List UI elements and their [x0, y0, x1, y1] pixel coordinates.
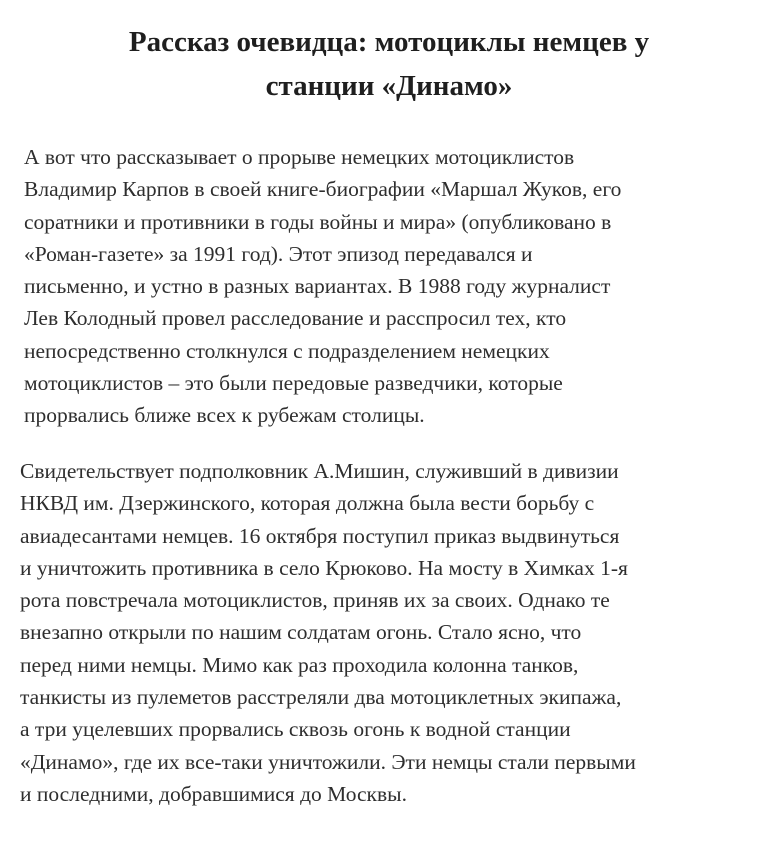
paragraph-line: прорвались ближе всех к рубежам столицы. [24, 403, 425, 428]
paragraph-line: письменно, и устно в разных вариантах. В 1988 году журналист [24, 274, 611, 299]
article-title-line: Рассказ очевидца: мотоциклы немцев у [128, 26, 650, 58]
paragraph-line: рота повстречала мотоциклистов, приняв их за своих. Однако те [20, 588, 610, 613]
paragraph-line: а три уцелевших прорвались сквозь огонь к водной станции [20, 717, 571, 742]
paragraph-line: авиадесантами немцев. 16 октября поступил приказ выдвинуться [20, 523, 620, 548]
paragraph-line: «Динамо», где их все-таки уничтожили. Эти немцы стали первыми [20, 749, 636, 774]
paragraph-line: «Роман-газете» за 1991 год). Этот эпизод передавался и [24, 241, 533, 266]
paragraph-line: Свидетельствует подполковник А.Мишин, служивший в дивизии [20, 459, 619, 483]
article-title [30, 20, 748, 108]
paragraph-line: внезапно открыли по нашим солдатам огонь. Стало ясно, что [20, 620, 582, 645]
paragraph-line: Владимир Карпов в своей книге-биографии «Маршал Жуков, его [24, 177, 622, 202]
paragraph-line: НКВД им. Дзержинского, которая должна была вести борьбу с [20, 491, 595, 516]
paragraph-line: Лев Колодный провел расследование и расспросил тех, кто [24, 306, 567, 331]
paragraph-line: А вот что рассказывает о прорыве немецких мотоциклистов [24, 145, 575, 169]
article-title-line: станции «Динамо» [265, 70, 513, 102]
paragraph-line: непосредственно столкнулся с подразделением немецких [24, 338, 550, 363]
article-paragraph [20, 455, 760, 810]
paragraph-line: и уничтожить противника в село Крюково. На мосту в Химках 1-я [20, 555, 628, 580]
paragraph-line: танкисты из пулеметов расстреляли два мотоциклетных экипажа, [20, 685, 622, 710]
paragraph-line: соратники и противники в годы войны и мира» (опубликовано в [24, 209, 612, 234]
article-paragraph [24, 141, 744, 432]
paragraph-line: перед ними немцы. Мимо как раз проходила колонна танков, [20, 652, 579, 677]
paragraph-line: и последними, добравшимися до Москвы. [20, 781, 407, 806]
paragraph-line: мотоциклистов – это были передовые разведчики, которые [24, 371, 563, 396]
